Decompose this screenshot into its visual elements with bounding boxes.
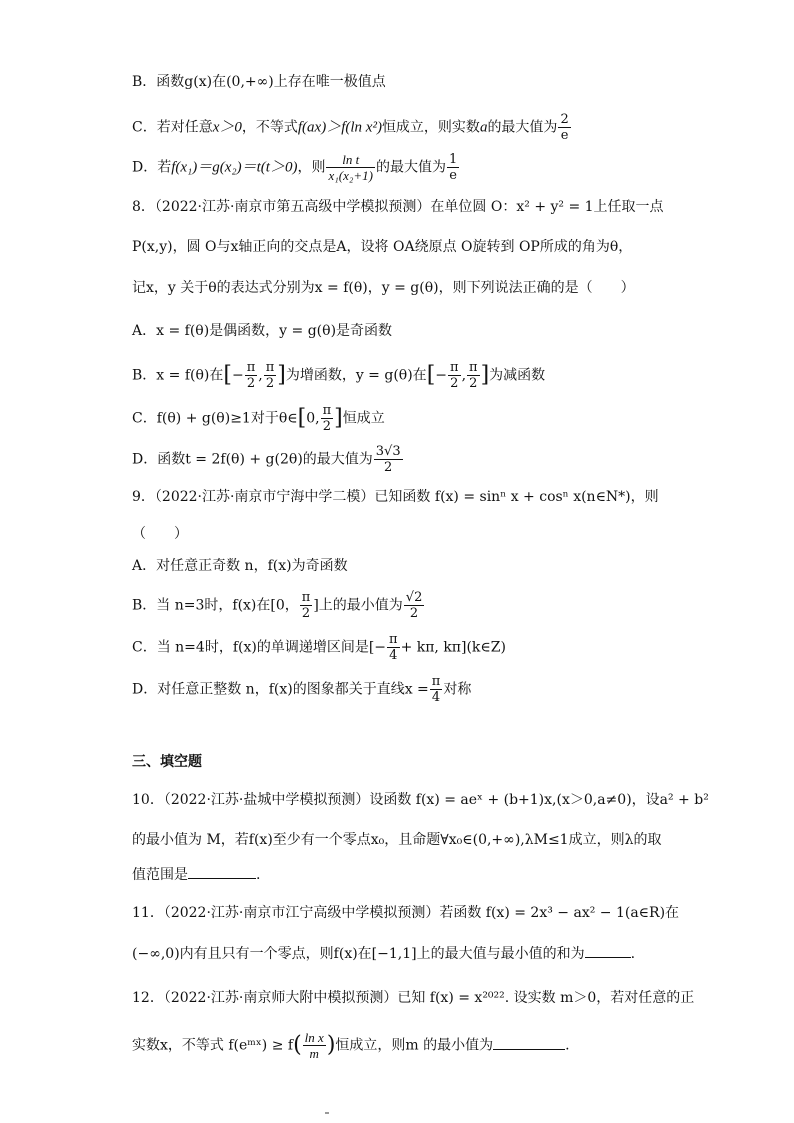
q7-c-fraction: $\frac{2}{e}$ (560, 112, 569, 143)
q9-stem-line1: 9．（2022·江苏·南京市宁海中学二模）已知函数 f(x) = sinⁿ x + cosⁿ x(n∈N*)，则 (132, 489, 659, 505)
q10-answer-blank[interactable] (188, 866, 256, 879)
q9-option-c: C．当 n=4时，f(x)的单调递增区间是[− $\frac{\pi}{4}$ + kπ, kπ](k∈Z) (132, 632, 506, 663)
q8-option-d (132, 444, 404, 475)
q7-d-answer: $\frac{1}{e}$ (448, 152, 458, 183)
q7-d-prefix: D．若 (132, 159, 172, 176)
q8-stem-line1: 8．（2022·江苏·南京市第五高级中学模拟预测）在单位圆 O：x² + y² = 1上任取一点 (132, 199, 664, 215)
q12-line1: 12．（2022·江苏·南京师大附中模拟预测）已知 f(x) = x²⁰²². 设实数 m＞0，若对任意的正 (132, 990, 695, 1006)
q7-c-mid: ，不等式 (241, 119, 298, 136)
q8-b-part1: B．x = f(θ)在 (132, 367, 224, 384)
q7-option-d (132, 152, 460, 183)
q7-c-cond: x＞0 (212, 119, 242, 136)
q10-line1: 10．（2022·江苏·盐城中学模拟预测）设函数 f(x) = aeˣ + (b+1)x,(x＞0,a≠0)，设a² + b² (132, 792, 709, 808)
q9-option-a: A．对任意正奇数 n，f(x)为奇函数 (132, 558, 348, 574)
q8-stem-line3: 记x，y 关于θ的表达式分别为x = f(θ)，y = g(θ)，则下列说法正确的是（ ） (132, 280, 635, 296)
q8-d-part1: D．函数t = 2f(θ) + g(2θ)的最大值为 (132, 451, 373, 468)
q7-c-a: a (479, 119, 488, 136)
q8-option-b: B．x = f(θ)在[− $\frac{\pi}{2}$ , $\frac{\pi}{2}$ ]为增函数，y = g(θ)在[− $\frac{\pi}{2}$ , $\frac{\pi}{2}$ ]为减函数 (132, 360, 546, 391)
q8-d-fraction: $\frac{3√3}{2}$ (375, 444, 401, 475)
q11-line1: 11．（2022·江苏·南京市江宁高级中学模拟预测）若函数 f(x) = 2x³ − ax² − 1(a∈R)在 (132, 905, 680, 921)
page-mark (325, 1112, 329, 1114)
q12-answer-blank[interactable] (493, 1037, 565, 1050)
q8-c-part2: 恒成立 (342, 410, 385, 427)
section-title-fill-blank: 三、填空题 (132, 754, 202, 770)
q7-d-fraction: $\frac{\text{ln t}}{\text{x₁(x₂+1)}}$ (328, 152, 373, 183)
q8-option-c: C．f(θ) + g(θ)≥1对于θ∈[0, $\frac{\pi}{2}$ ]恒成立 (132, 403, 385, 434)
q8-b-part3: 为减函数 (489, 367, 546, 384)
q12-line2: 实数x，不等式 f(eᵐˣ) ≥ f( $\frac{\text{ln x}}{m}$ )恒成立，则m 的最小值为 . (132, 1030, 570, 1061)
q8-option-a: A．x = f(θ)是偶函数，y = g(θ)是奇函数 (132, 323, 393, 339)
q7-option-c (132, 112, 572, 143)
q8-b-part2: 为增函数，y = g(θ)在 (285, 367, 427, 384)
q9-option-d: D．对任意正整数 n，f(x)的图象都关于直线x = $\frac{\pi}{4}$ 对称 (132, 674, 472, 705)
q7-option-b: B．函数g(x)在(0,+∞)上存在唯一极值点 (132, 74, 386, 90)
q8-stem-line2: P(x,y)，圆 O与x轴正向的交点是A，设将 OA绕原点 O旋转到 OP所成的角为θ， (132, 239, 633, 255)
q7-d-expr: f(x₁)＝g(x₂)＝t(t＞0) (171, 159, 298, 176)
q8-c-part1: C．f(θ) + g(θ)≥1对于θ∈ (132, 410, 298, 427)
q7-d-tail: 的最大值为 (375, 159, 446, 176)
q10-line2: 的最小值为 M，若f(x)至少有一个零点x₀，且命题∀x₀∈(0,+∞),λM≤1成立，则λ的取 (132, 832, 662, 848)
q9-stem-line2: （ ） (132, 526, 188, 542)
q7-c-ineq: f(ax)＞f(ln x²) (297, 119, 382, 136)
q7-c-tail: 的最大值为 (487, 119, 558, 136)
q7-d-mid: ，则 (297, 159, 326, 176)
q10-line3: 值范围是 . (132, 867, 261, 883)
q9-option-b: B．当 n=3时，f(x)在[0， $\frac{\pi}{2}$ ]上的最小值为 $\frac{√2}{2}$ (132, 590, 423, 621)
q7-c-prefix: C．若对任意 (132, 119, 213, 136)
q11-answer-blank[interactable] (585, 945, 631, 958)
q11-line2: (−∞,0)内有且只有一个零点，则f(x)在[−1,1]上的最大值与最小值的和为 . (132, 946, 636, 962)
q7-c-suffix: 恒成立，则实数 (381, 119, 480, 136)
